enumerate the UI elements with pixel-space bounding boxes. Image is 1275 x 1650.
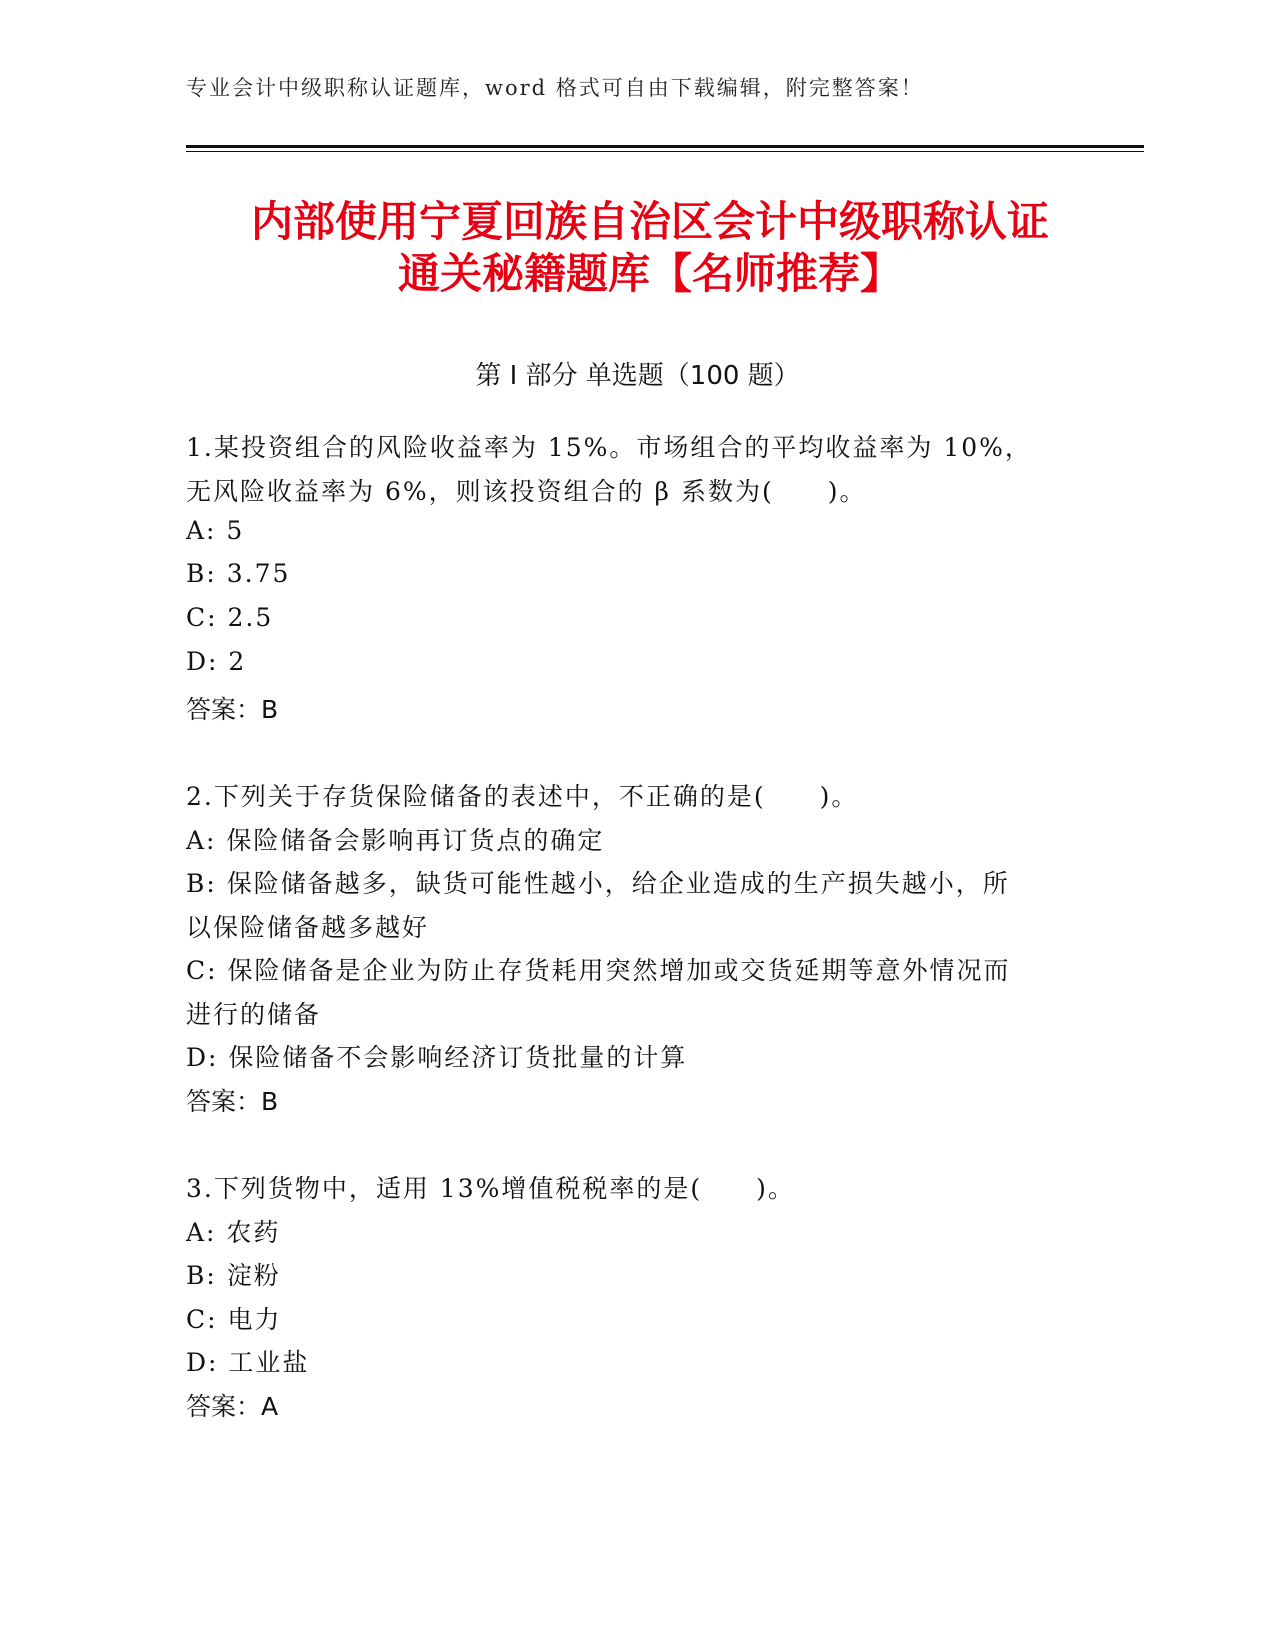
header-rule-thin xyxy=(186,151,1144,152)
question-2-option-b-line-2: 以保险储备越多越好 xyxy=(186,913,430,942)
question-1-stem-line-1: 1.某投资组合的风险收益率为 15%。市场组合的平均收益率为 10%， xyxy=(186,433,1032,462)
question-1-stem-line-2: 无风险收益率为 6%，则该投资组合的 β 系数为( )。 xyxy=(186,477,867,506)
question-1-option-a: A: 5 xyxy=(186,516,245,545)
question-1-option-c: C: 2.5 xyxy=(186,603,274,632)
title-line-1: 内部使用宁夏回族自治区会计中级职称认证 xyxy=(250,197,1049,246)
question-3-option-b: B: 淀粉 xyxy=(186,1261,281,1290)
question-1-answer: 答案：B xyxy=(186,695,279,724)
question-2-answer: 答案：B xyxy=(186,1087,279,1116)
question-3-stem-line-1: 3.下列货物中，适用 13%增值税税率的是( )。 xyxy=(186,1174,795,1203)
question-1-option-b: B: 3.75 xyxy=(186,559,291,588)
question-2-option-c-line-2: 进行的储备 xyxy=(186,1000,322,1029)
header-rule-thick xyxy=(186,145,1144,148)
document-title xyxy=(150,196,1150,300)
question-3-option-d: D: 工业盐 xyxy=(186,1348,310,1377)
page-header: 专业会计中级职称认证题库，word 格式可自由下载编辑，附完整答案！ xyxy=(186,76,924,100)
question-3-option-a: A: 农药 xyxy=(186,1218,281,1247)
question-2-option-a: A: 保险储备会影响再订货点的确定 xyxy=(186,826,605,855)
title-line-2: 通关秘籍题库【名师推荐】 xyxy=(397,249,902,298)
question-2-option-b-line-1: B: 保险储备越多，缺货可能性越小，给企业造成的生产损失越小，所 xyxy=(186,869,1010,898)
question-2-stem-line-1: 2.下列关于存货保险储备的表述中，不正确的是( )。 xyxy=(186,782,859,811)
question-3-option-c: C: 电力 xyxy=(186,1305,282,1334)
question-2-option-c-line-1: C: 保险储备是企业为防止存货耗用突然增加或交货延期等意外情况而 xyxy=(186,956,1011,985)
question-3-answer: 答案：A xyxy=(186,1392,279,1421)
question-1-option-d: D: 2 xyxy=(186,647,247,676)
question-2-option-d: D: 保险储备不会影响经济订货批量的计算 xyxy=(186,1043,688,1072)
section-heading: 第 I 部分 单选题（100 题） xyxy=(475,361,800,391)
